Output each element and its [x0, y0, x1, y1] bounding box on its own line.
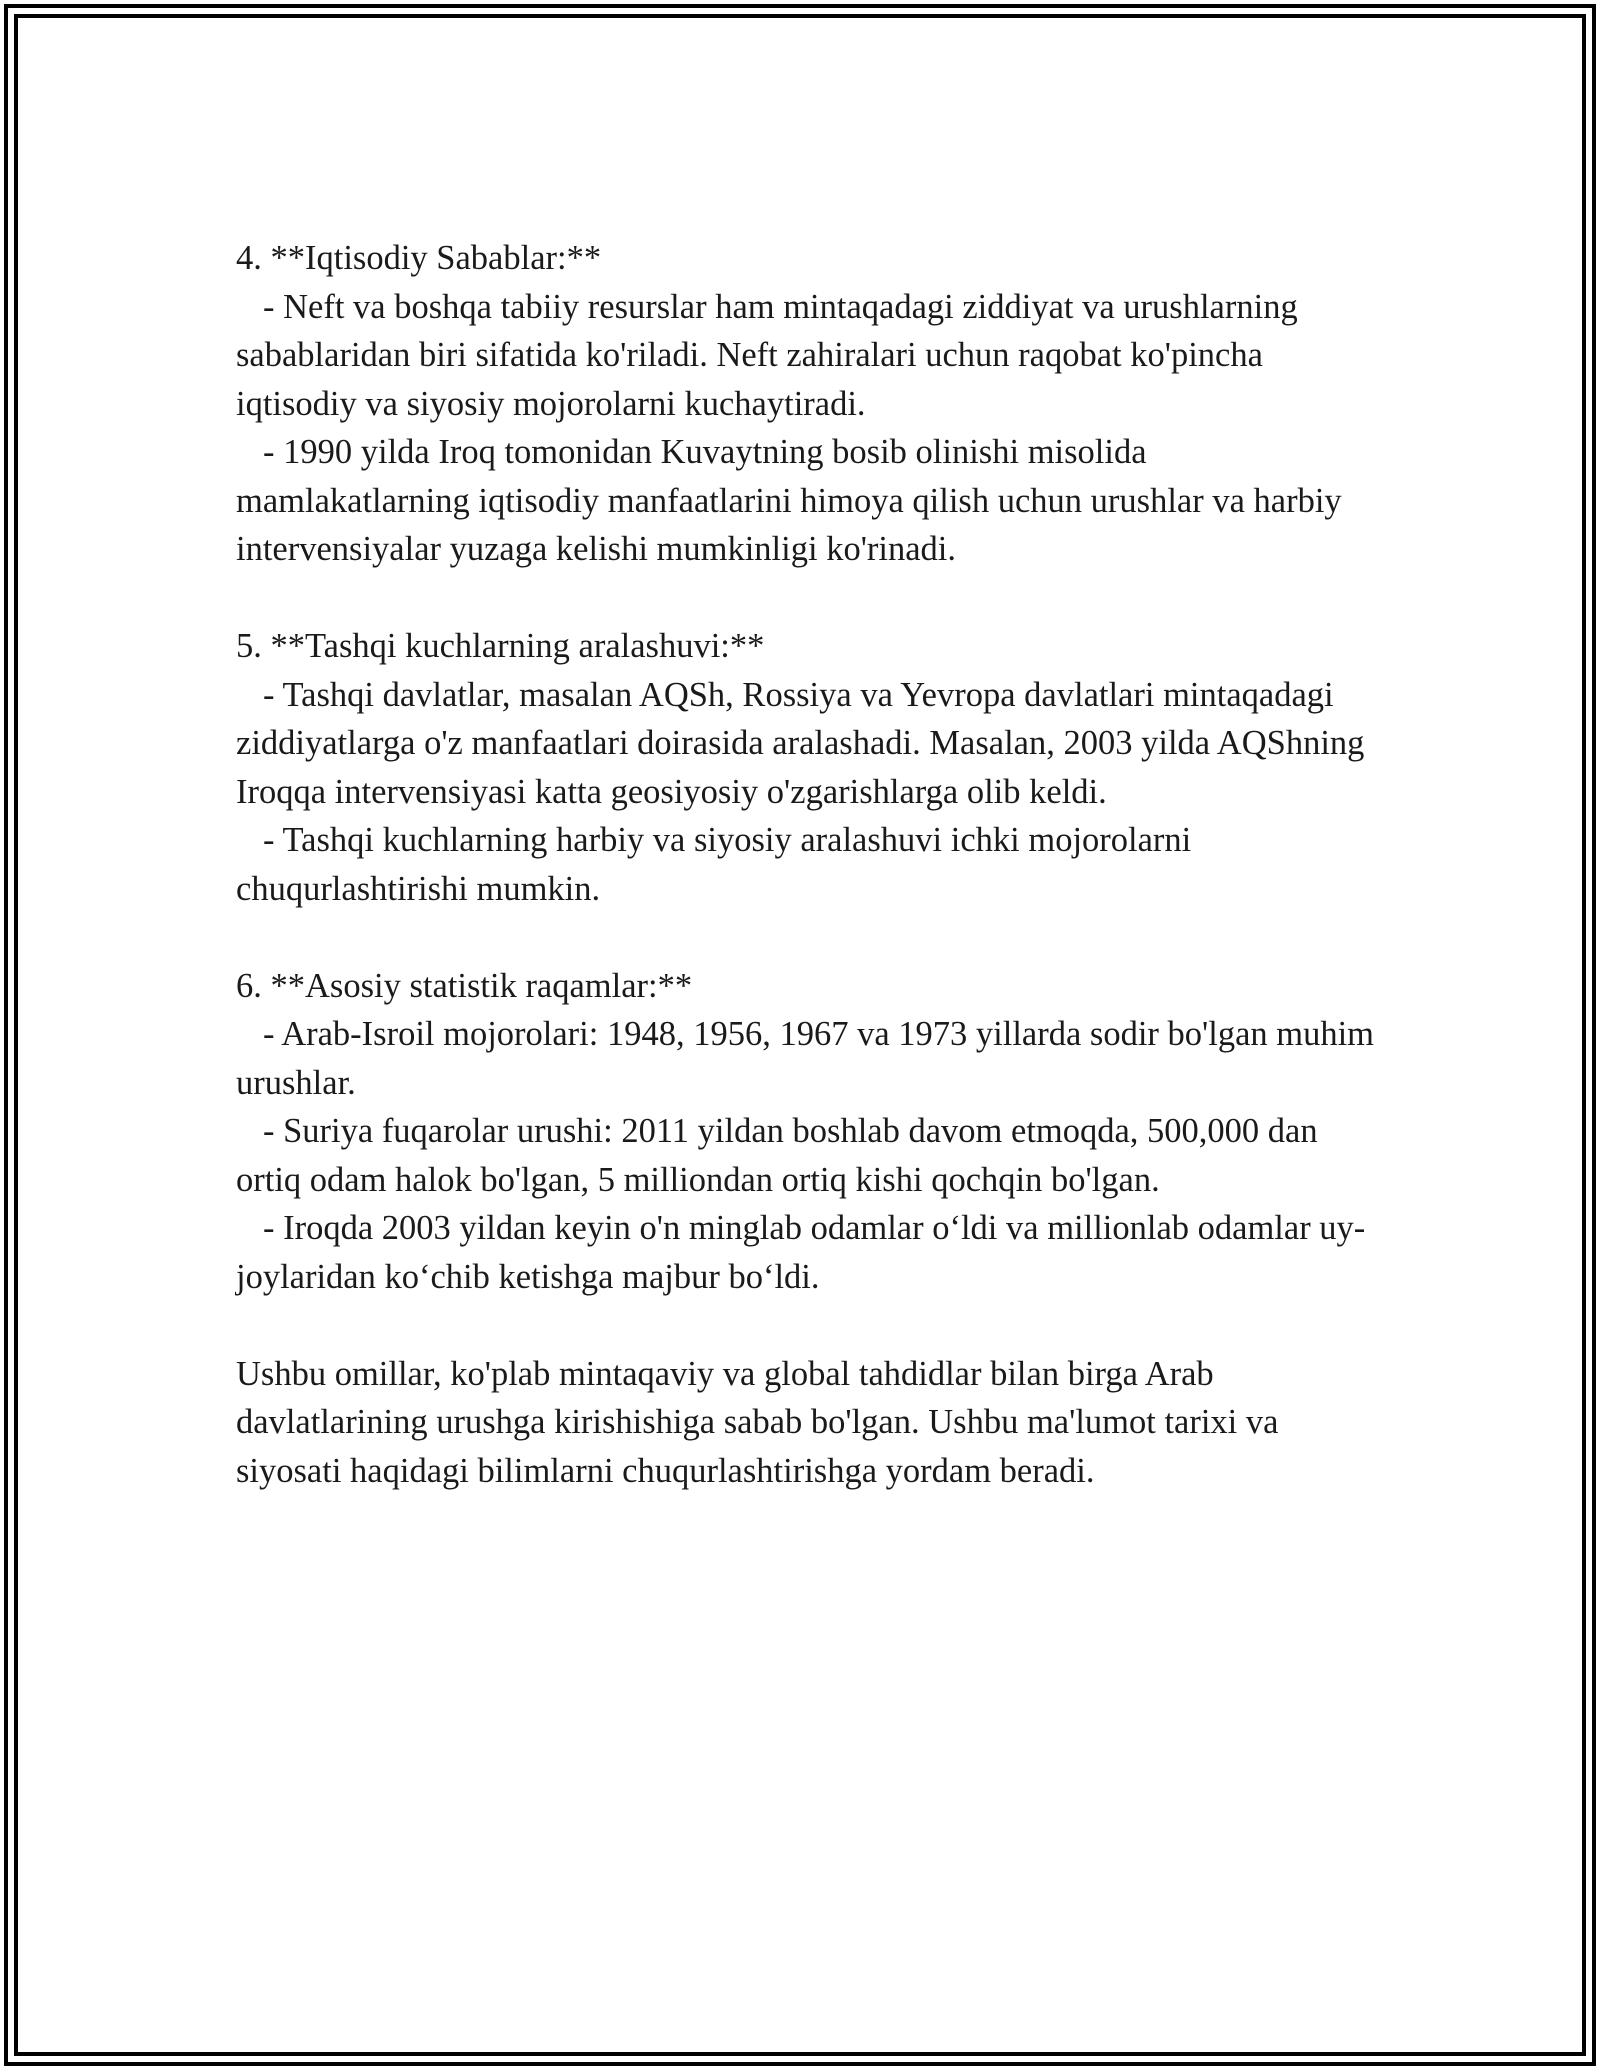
document-body [236, 234, 1376, 1495]
paragraph-gap [236, 574, 1376, 623]
bullet-item: - Iroqda 2003 yildan keyin o'n minglab odamlar o‘ldi va millionlab odamlar uy-joylaridan ko‘chib ketishga majbur bo‘ldi. [236, 1209, 1366, 1296]
bullet-item: - Neft va boshqa tabiiy resurslar ham mintaqadagi ziddiyat va urushlarning sabablaridan biri sifatida ko'riladi. Neft zahiralari uchun raqobat ko'pincha iqtisodiy va siyosiy mojorolarni kuchaytiradi. [236, 287, 1298, 423]
bullet-item: - 1990 yilda Iroq tomonidan Kuvaytning bosib olinishi misolida mamlakatlarning iqtisodiy manfaatlarini himoya qilish uchun urushlar va harbiy intervensiyalar yuzaga kelishi mumkinligi ko'rinadi. [236, 433, 1342, 568]
bullet-item: - Tashqi kuchlarning harbiy va siyosiy aralashuvi ichki mojorolarni chuqurlashtirishi mumkin. [236, 821, 1192, 908]
section-heading: 6. **Asosiy statistik raqamlar:** [236, 966, 693, 1005]
section-heading: 5. **Tashqi kuchlarning aralashuvi:** [236, 627, 765, 665]
bullet-item: - Arab-Isroil mojorolari: 1948, 1956, 1967 va 1973 yillarda sodir bo'lgan muhim urushlar. [236, 1015, 1375, 1102]
bullet-item: - Suriya fuqarolar urushi: 2011 yildan boshlab davom etmoqda, 500,000 dan ortiq odam halok bo'lgan, 5 milliondan ortiq kishi qochqin bo'lgan. [236, 1112, 1318, 1199]
conclusion-paragraph: Ushbu omillar, ko'plab mintaqaviy va global tahdidlar bilan birga Arab davlatlarining urushga kirishishiga sabab bo'lgan. Ushbu ma'lumot tarixi va siyosati haqidagi bilimlarni chuqurlashtirishga yordam beradi. [236, 1354, 1279, 1490]
section-heading: 4. **Iqtisodiy Sabablar:** [236, 239, 602, 277]
paragraph-gap [236, 1301, 1376, 1350]
section-economic-reasons [236, 234, 1376, 574]
paragraph-gap [236, 913, 1376, 962]
section-key-statistics [236, 962, 1376, 1302]
bullet-item: - Tashqi davlatlar, masalan AQSh, Rossiya va Yevropa davlatlari mintaqadagi ziddiyatlarga o'z manfaatlari doirasida aralashadi. Masalan, 2003 yilda AQShning Iroqqa intervensiyasi katta geosiyosiy o'zgarishlarga olib keldi. [236, 675, 1365, 811]
section-external-intervention [236, 622, 1376, 913]
